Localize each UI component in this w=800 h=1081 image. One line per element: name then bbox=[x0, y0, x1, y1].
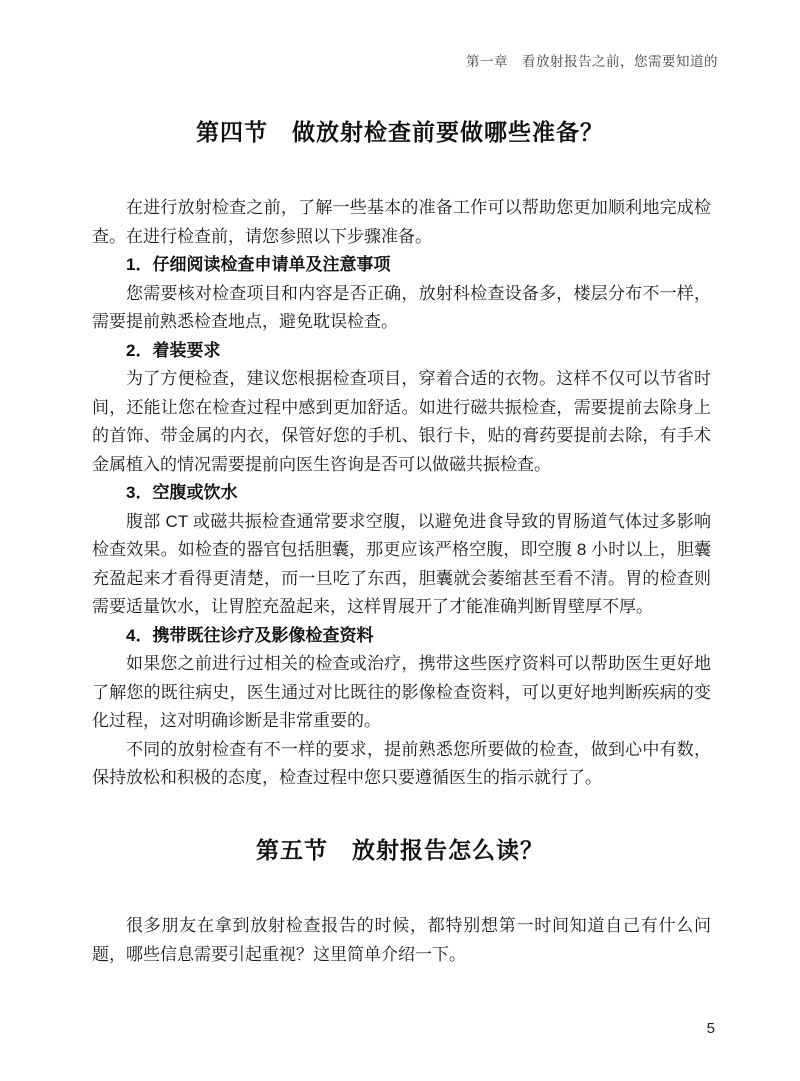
section5-title: 第五节 放射报告怎么读？ bbox=[256, 837, 544, 863]
list-item-3-body: 腹部 CT 或磁共振检查通常要求空腹，以避免进食导致的胃肠道气体过多影响检查效果。如检查的器官包括胆囊，那更应该严格空腹，即空腹 8 小时以上，胆囊充盈起来才看得更清楚，而一旦吃了东西，胆囊就会萎缩甚至看不清。胃的检查则需要适量饮水，让胃腔充盈起来，这样胃展开了才能准确判断胃壁厚不厚。 bbox=[92, 511, 711, 616]
page-number: 5 bbox=[706, 1020, 715, 1037]
list-item-2-body: 为了方便检查，建议您根据检查项目，穿着合适的衣物。这样不仅可以节省时间，还能让您在检查过程中感到更加舒适。如进行磁共振检查，需要提前去除身上的首饰、带金属的内衣，保管好您的手机、银行卡，贴的膏药要提前去除，有手术金属植入的情况需要提前向医生咨询是否可以做磁共振检查。 bbox=[92, 369, 711, 474]
list-item-1-heading: 1．仔细阅读检查申请单及注意事项 bbox=[126, 255, 391, 274]
section4-closing-paragraph: 不同的放射检查有不一样的要求，提前熟悉您所要做的检查，做到心中有数，保持放松和积极的态度，检查过程中您只要遵循医生的指示就行了。 bbox=[92, 739, 711, 787]
section4-body bbox=[92, 194, 711, 793]
list-item-3-heading: 3．空腹或饮水 bbox=[126, 483, 238, 502]
section4-intro-paragraph: 在进行放射检查之前，了解一些基本的准备工作可以帮助您更加顺利地完成检查。在进行检查前，请您参照以下步骤准备。 bbox=[92, 198, 711, 246]
section5-body bbox=[92, 912, 711, 969]
list-item-4-heading: 4．携带既往诊疗及影像检查资料 bbox=[126, 625, 374, 645]
section5-intro-paragraph: 很多朋友在拿到放射检查报告的时候，都特别想第一时间知道自己有什么问题，哪些信息需要引起重视？这里简单介绍一下。 bbox=[92, 916, 711, 964]
list-item-1-body: 您需要核对检查项目和内容是否正确，放射科检查设备多，楼层分布不一样，需要提前熟悉检查地点，避免耽误检查。 bbox=[92, 283, 711, 331]
list-item-2-heading: 2．着装要求 bbox=[126, 340, 221, 360]
running-header: 第一章 看放射报告之前，您需要知道的 bbox=[466, 54, 718, 69]
list-item-4-body: 如果您之前进行过相关的检查或治疗，携带这些医疗资料可以帮助医生更好地了解您的既往病史，医生通过对比既往的影像检查资料，可以更好地判断疾病的变化过程，这对明确诊断是非常重要的。 bbox=[92, 654, 711, 730]
section4-title: 第四节 做放射检查前要做哪些准备？ bbox=[196, 119, 604, 145]
